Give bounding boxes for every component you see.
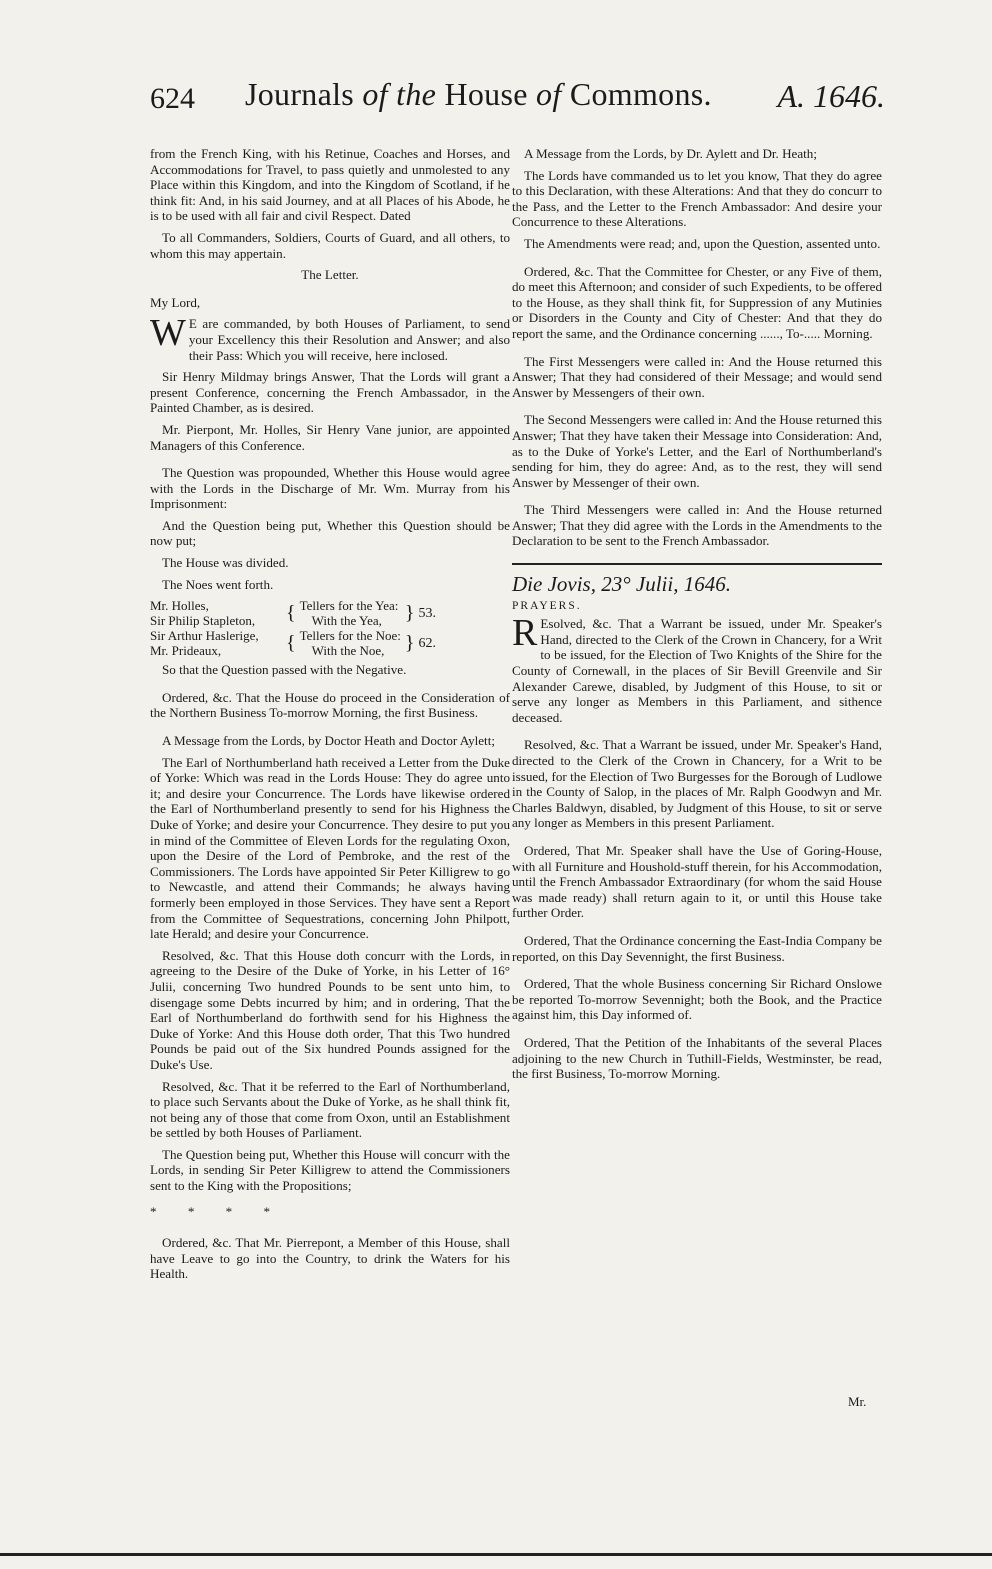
paragraph: R Esolved, &c. That a Warrant be issued, under Mr. Speaker's Hand, directed to the Clerk of the Crown in Chancery, for a Writ to be issued, for the Election of Two Knights of the Shire for the County of Cornewall, in the places of Sir Bevill Greenvile and Sir Alexander Carewe, disabled, by Judgment of this House, to sit or serve any longer as Members in this Parliament, and sithence deceased. xyxy=(512,612,882,725)
paragraph: The Question being put, Whether this House will concurr with the Lords, in sending Sir Peter Killigrew to attend the Commissioners sent to the King with the Propositions; xyxy=(150,1146,510,1194)
paragraph: The House was divided. xyxy=(162,555,289,571)
omission-stars: * * * * xyxy=(150,1203,285,1219)
day-heading: Die Jovis, 23° Julii, 1646. xyxy=(512,572,731,597)
paragraph: Ordered, &c. That the House do proceed in the Consideration of the Northern Business To-morrow Morning, the first Business. xyxy=(150,689,510,721)
catchword: Mr. xyxy=(848,1394,867,1409)
paragraph: To all Commanders, Soldiers, Courts of Guard, and all others, to whom this may appertain. xyxy=(150,229,510,261)
paragraph: The Noes went forth. xyxy=(162,576,274,592)
paragraph: Ordered, That the Petition of the Inhabitants of the several Places adjoining to the new Church in Tuthill-Fields, Westminster, be read, the first Business, To-morrow Morning. xyxy=(512,1034,882,1082)
noe-count: 62. xyxy=(418,635,436,651)
paragraph: The Amendments were read; and, upon the Question, assented unto. xyxy=(524,235,881,251)
paragraph: Resolved, &c. That it be referred to the Earl of Northumberland, to place such Servants about the Duke of Yorke, as he shall think fit, not being any of those that come from Oxon, until an Establishment be settled by both Houses of Parliament. xyxy=(150,1078,510,1141)
teller-row: Mr. Holles, { Tellers for the Yea: } 53. xyxy=(150,598,440,613)
paragraph: The Lords have commanded us to let you know, That they do agree to this Declaration, with these Alterations: And that they do concurr to the Pass, and the Letter to the French Ambassador: And desire your Concurrence to these Alterations. xyxy=(512,167,882,230)
paragraph: Ordered, &c. That Mr. Pierrepont, a Member of this House, shall have Leave to go into the Country, to drink the Waters for his Health. xyxy=(150,1235,510,1282)
paragraph: The First Messengers were called in: And the House returned this Answer; That they had considered of their Message; and would send Answer by Messengers of their own. xyxy=(512,353,882,400)
paragraph: A Message from the Lords, by Dr. Aylett and Dr. Heath; xyxy=(524,146,817,161)
page-number: 624 xyxy=(150,82,195,115)
paragraph: A Message from the Lords, by Doctor Heath and Doctor Aylett; xyxy=(162,733,495,749)
paragraph: Mr. Pierpont, Mr. Holles, Sir Henry Vane junior, are appointed Managers of this Conference. xyxy=(150,421,510,453)
paragraph: Ordered, That Mr. Speaker shall have the Use of Goring-House, with all Furniture and Houshold-stuff therein, for his Accommodation, until the French Ambassador Extraordinary (for whom the said House was made ready) shall return again to it, or until this House take further Order. xyxy=(512,842,882,921)
letter-heading: The Letter. xyxy=(301,267,359,283)
paragraph: The Second Messengers were called in: And the House returned this Answer; That they have taken their Message into Consideration: And, as to the Duke of Yorke's Letter, and the Earl of Northumberland's sending for him, they do agree: And, as to the rest, they will send Answer by Messenger of their own. xyxy=(512,412,882,490)
teller-row: Sir Philip Stapleton, With the Yea, xyxy=(150,613,382,629)
teller-row: Mr. Prideaux, With the Noe, xyxy=(150,643,385,659)
teller-row: Sir Arthur Haslerige, { Tellers for the Noe: } 62. xyxy=(150,628,440,643)
prayers-label: PRAYERS. xyxy=(512,599,582,612)
paragraph: Resolved, &c. That this House doth concurr with the Lords, in agreeing to the Desire of the Duke of Yorke, in his Letter of 16° Julii, concerning Two hundred Pounds to be sent unto him, to disengage some Debts incurred by him; and in ordering, That the Earl of Northumberland do forthwith send for his Highness the Duke of Yorke: And this House doth order, That this Two hundred Pounds be paid out of the Six hundred Pounds assigned for the Duke's Use. xyxy=(150,947,510,1072)
salutation: My Lord, xyxy=(150,294,201,310)
section-divider xyxy=(512,563,882,565)
journal-title: Journals of the House of Commons. xyxy=(245,76,712,112)
paragraph: Ordered, That the whole Business concerning Sir Richard Onslowe be reported To-morrow Sevennight; both the Book, and the Practice against him, this Day informed of. xyxy=(512,976,882,1023)
paragraph: So that the Question passed with the Negative. xyxy=(162,662,407,678)
paragraph: W E are commanded, by both Houses of Parliament, to send your Excellency this their Resolution and Answer; and also their Pass: Which you will receive, here inclosed. xyxy=(150,312,510,363)
bottom-rule xyxy=(0,1553,992,1556)
paragraph: And the Question being put, Whether this Question should be now put; xyxy=(150,517,510,549)
paragraph: The Earl of Northumberland hath received a Letter from the Duke of Yorke: Which was read in the Lords House: They do agree unto it; and desire your Concurrence. The Lords have likewise ordered the Earl of Northumberland presently to send for his Highness the Duke of Yorke; and desire your Concurrence. They desire to put you in mind of the Committee of Eleven Lords for the regulating Oxon, upon the Desire of the Lord of Pembroke, and the rest of the Commissioners. The Lords have appointed Sir Peter Killigrew to go to Newcastle, and attend their Commands; he always having formerly been employed in those Services. They have sent a Report from the Committee of Sequestrations, concerning John Philpott, late Herald; and desire your Concurrence. xyxy=(150,754,510,942)
left-column xyxy=(150,146,510,1288)
paragraph: The Third Messengers were called in: And the House returned Answer; That they did agree with the Lords in the Amendments to the Declaration to be sent to the French Ambassador. xyxy=(512,502,882,549)
page-header xyxy=(150,76,885,134)
paragraph: Resolved, &c. That a Warrant be issued, under Mr. Speaker's Hand, directed to the Clerk of the Crown in Chancery, for a Writ to be issued, for the Election of Two Burgesses for the Borough of Ludlowe in the County of Salop, in the places of Mr. Ralph Goodwyn and Mr. Charles Baldwyn, disabled, by Judgment of this House, to sit or serve any longer as Members in this present Parliament. xyxy=(512,737,882,831)
paragraph: from the French King, with his Retinue, Coaches and Horses, and Accommodations for Travel, to pass quietly and unmolested to any Place within this Kingdom, and into the Kingdom of Scotland, if he think fit: And, in his said Journey, and at all Places of his Abode, he is to be used with all fair and civil Respect. Dated xyxy=(150,146,510,224)
paragraph: Ordered, &c. That the Committee for Chester, or any Five of them, do meet this Afternoon; and consider of such Expedients, to be offered to the House, as they shall think fit, for Suppression of any Mutinies or Disorders in the County and City of Chester: And that they do report the same, and the Ordinance concerning ......, To-..... Morning. xyxy=(512,263,882,341)
year-label: A. 1646. xyxy=(777,78,885,114)
paragraph: Sir Henry Mildmay brings Answer, That the Lords will grant a present Conference, concerning the French Ambassador, in the Painted Chamber, as is desired. xyxy=(150,369,510,416)
drop-cap: W xyxy=(150,312,186,355)
paragraph: Ordered, That the Ordinance concerning the East-India Company be reported, on this Day Sevennight, the first Business. xyxy=(512,932,882,964)
tellers-table xyxy=(150,598,440,658)
drop-cap: R xyxy=(512,612,538,655)
right-column xyxy=(512,146,882,1088)
yea-count: 53. xyxy=(418,605,436,621)
paragraph: The Question was propounded, Whether this House would agree with the Lords in the Discharge of Mr. Wm. Murray from his Imprisonment: xyxy=(150,465,510,512)
